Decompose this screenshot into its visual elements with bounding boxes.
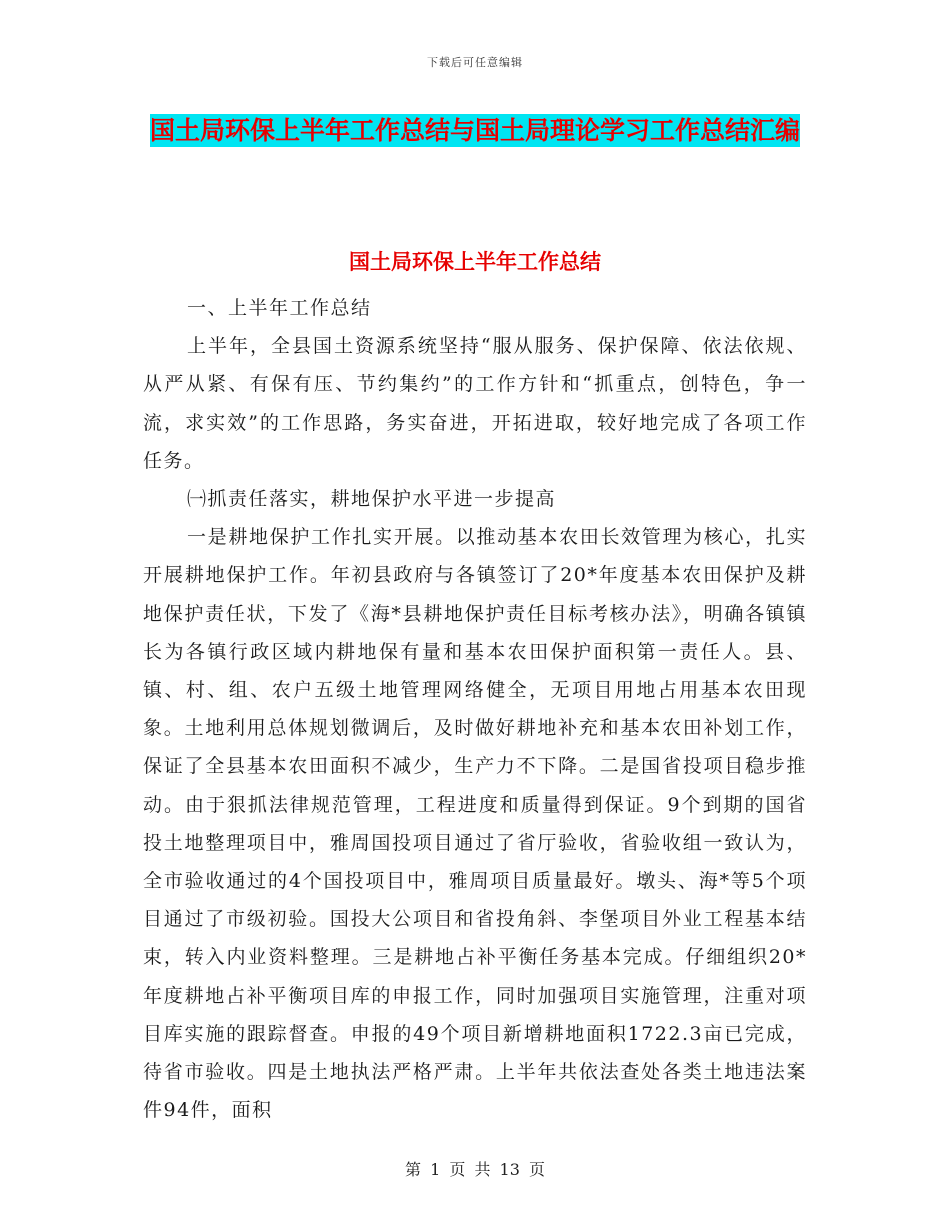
document-body: [143, 289, 807, 1129]
page-number-footer: 第 1 页 共 13 页: [405, 1160, 545, 1179]
document-title-text: 国土局环保上半年工作总结与国土局理论学习工作总结汇编: [150, 116, 801, 145]
page-header-note: 下载后可任意编辑: [427, 56, 523, 69]
paragraph-body-1: 一是耕地保护工作扎实开展。以推动基本农田长效管理为核心，扎实开展耕地保护工作。年初县政府与各镇签订了20*年度基本农田保护及耕地保护责任状，下发了《海*县耕地保护责任目标考核办法》，明确各镇镇长为各镇行政区域内耕地保有量和基本农田保护面积第一责任人。县、镇、村、组、农户五级土地管理网络健全，无项目用地占用基本农田现象。土地利用总体规划微调后，及时做好耕地补充和基本农田补划工作，保证了全县基本农田面积不减少，生产力不下降。二是国省投项目稳步推动。由于狠抓法律规范管理，工程进度和质量得到保证。9个到期的国省投土地整理项目中，雅周国投项目通过了省厅验收，省验收组一致认为，全市验收通过的4个国投项目中，雅周项目质量最好。墩头、海*等5个项目通过了市级初验。国投大公项目和省投角斜、李堡项目外业工程基本结束，转入内业资料整理。三是耕地占补平衡任务基本完成。仔细组织20*年度耕地占补平衡项目库的申报工作，同时加强项目实施管理，注重对项目库实施的跟踪督查。申报的49个项目新增耕地面积1722.3亩已完成，待省市验收。四是土地执法严格严肃。上半年共依法查处各类土地违法案件94件，面积: [143, 526, 807, 1122]
document-title: [150, 106, 800, 155]
section-title: 国土局环保上半年工作总结: [349, 249, 601, 274]
paragraph-heading-1: 一、上半年工作总结: [187, 297, 372, 319]
paragraph-intro: 上半年，全县国土资源系统坚持“服从服务、保护保障、依法依规、从严从紧、有保有压、节约集约”的工作方针和“抓重点，创特色，争一流，求实效”的工作思路，务实奋进，开拓进取，较好地完成了各项工作任务。: [143, 335, 807, 472]
paragraph-subheading-1: ㈠抓责任落实，耕地保护水平进一步提高: [187, 488, 557, 511]
